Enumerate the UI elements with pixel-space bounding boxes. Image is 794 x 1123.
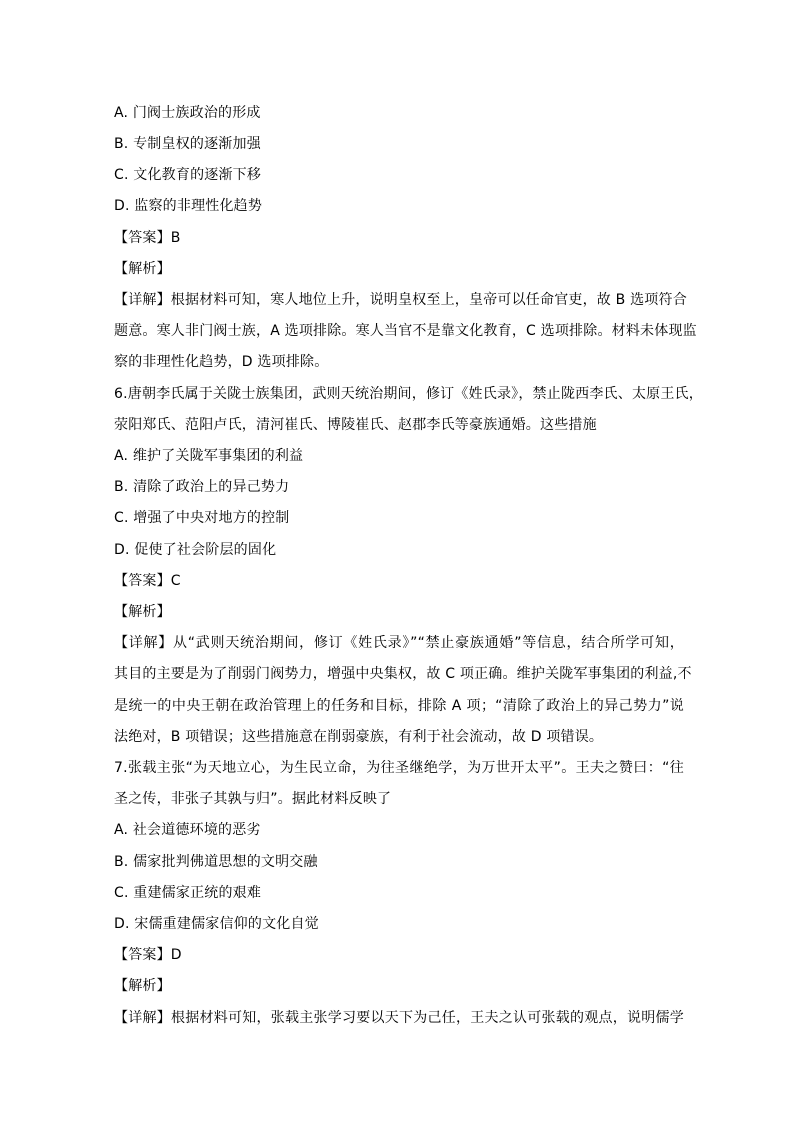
analysis-heading-q7: 【解析】 (114, 978, 171, 994)
answer-q5: 【答案】B (114, 230, 181, 246)
analysis-heading-q5: 【解析】 (114, 261, 171, 277)
option-c-q6: C. 增强了中央对地方的控制 (114, 510, 290, 526)
option-a-q6: A. 维护了关陇军事集团的利益 (114, 448, 304, 464)
option-c-q5: C. 文化教育的逐渐下移 (114, 167, 262, 183)
question-7-line1: 7.张载主张“为天地立心，为生民立命，为往圣继绝学，为万世开太平”。王夫之赞曰：“往 (114, 760, 684, 776)
analysis-heading-q6: 【解析】 (114, 604, 171, 620)
explanation-q5-line3: 察的非理性化趋势，D 选项排除。 (114, 354, 329, 370)
option-b-q7: B. 儒家批判佛道思想的文明交融 (114, 854, 318, 870)
option-b-q5: B. 专制皇权的逐渐加强 (114, 136, 261, 152)
explanation-q6-line2: 其目的主要是为了削弱门阀势力，增强中央集权，故 C 项正确。维护关陇军事集团的利益,不 (114, 666, 692, 682)
question-6-line1: 6.唐朝李氏属于关陇士族集团，武则天统治期间，修订《姓氏录》，禁止陇西李氏、太原王氏， (114, 386, 703, 402)
option-d-q6: D. 促使了社会阶层的固化 (114, 542, 277, 558)
question-7-line2: 圣之传，非张子其孰与归”。据此材料反映了 (114, 791, 392, 807)
option-a-q7: A. 社会道德环境的恶劣 (114, 822, 261, 838)
explanation-q7-line1: 【详解】根据材料可知，张载主张学习要以天下为己任，王夫之认可张载的观点，说明儒学 (114, 1010, 684, 1026)
option-a-q5: A. 门阀士族政治的形成 (114, 105, 261, 121)
explanation-q6-line1: 【详解】从“武则天统治期间，修订《姓氏录》”“禁止豪族通婚”等信息，结合所学可知， (114, 635, 684, 651)
option-b-q6: B. 清除了政治上的异己势力 (114, 479, 290, 495)
explanation-q5-line2: 题意。寒人非门阀士族，A 选项排除。寒人当官不是靠文化教育，C 选项排除。材料未体现监 (114, 323, 697, 339)
explanation-q5-line1: 【详解】根据材料可知，寒人地位上升，说明皇权至上，皇帝可以任命官吏，故 B 选项符合 (114, 292, 687, 308)
explanation-q6-line4: 法绝对，B 项错误；这些措施意在削弱豪族，有利于社会流动，故 D 项错误。 (114, 729, 604, 745)
answer-q6: 【答案】C (114, 573, 181, 589)
question-6-line2: 荥阳郑氏、范阳卢氏，清河崔氏、博陵崔氏、赵郡李氏等豪族通婚。这些措施 (114, 417, 597, 433)
option-d-q5: D. 监察的非理性化趋势 (114, 198, 263, 214)
explanation-q6-line3: 是统一的中央王朝在政治管理上的任务和目标，排除 A 项；“清除了政治上的异己势力”说 (114, 698, 684, 714)
option-d-q7: D. 宋儒重建儒家信仰的文化自觉 (114, 916, 319, 932)
option-c-q7: C. 重建儒家正统的艰难 (114, 885, 262, 901)
answer-q7: 【答案】D (114, 947, 182, 963)
